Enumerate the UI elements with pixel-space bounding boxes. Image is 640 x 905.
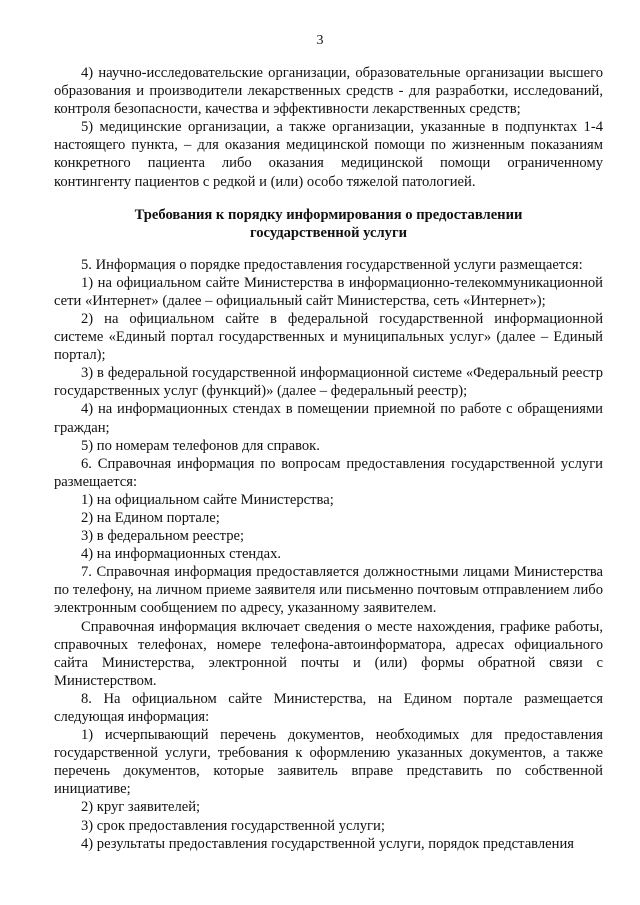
paragraph: 8. На официальном сайте Министерства, на Едином портале размещается следующая информация: (54, 690, 603, 725)
paragraph: 5) по номерам телефонов для справок. (81, 437, 320, 454)
paragraph: 4) на информационных стендах в помещении приемной по работе с обращениями граждан; (54, 401, 603, 436)
paragraph: 2) на Едином портале; (81, 509, 220, 526)
section-heading-line: государственной услуги (249, 224, 408, 241)
paragraph: 5. Информация о порядке предоставления государственной услуги размещается: (81, 256, 583, 273)
paragraph: 3) в федеральном реестре; (81, 528, 245, 545)
paragraph: 7. Справочная информация предоставляется должностными лицами Министерства по телефону, на личном приеме заявителя или письменно почтовым отправлением либо электронным сообщением по адресу, указанному заявителем. (54, 564, 603, 617)
paragraph: 4) результаты предоставления государственной услуги, порядок представления (81, 835, 574, 852)
paragraph: 1) на официальном сайте Министерства; (81, 491, 334, 508)
paragraph: 4) научно-исследовательские организации, образовательные организации высшего образования и производители лекарственных средств - для разработки, исследований, контроля безопасности, качества и эффективности лекарственных средств; (54, 65, 603, 118)
document-body (54, 64, 603, 853)
section-heading (54, 206, 603, 242)
paragraph: Справочная информация включает сведения о месте нахождения, графике работы, справочных телефонах, номере телефона-автоинформатора, адресах официального сайта Министерства, электронной почты и (или) формы обратной связи с Министерством. (54, 618, 603, 689)
paragraph: 3) в федеральной государственной информационной системе «Федеральный реестр государственных услуг (функций)» (далее – федеральный реестр); (54, 365, 603, 400)
paragraph: 2) на официальном сайте в федеральной государственной информационной системе «Единый портал государственных и муниципальных услуг» (далее – Единый портал); (54, 310, 603, 364)
section-heading-line: Требования к порядку информирования о предоставлении (134, 206, 523, 223)
paragraph: 3) срок предоставления государственной услуги; (81, 817, 385, 834)
paragraph: 1) на официальном сайте Министерства в информационно-телекоммуникационной сети «Интернет» (далее – официальный сайт Министерства, сеть «Интернет»); (54, 274, 603, 309)
page-number: 3 (316, 33, 324, 48)
paragraph: 5) медицинские организации, а также организации, указанные в подпунктах 1-4 настоящего пункта, – для оказания медицинской помощи по жизненным показаниям конкретного пациента либо оказания медицинской помощи ограниченному контингенту пациентов с редкой и (или) особо тяжелой патологией. (54, 119, 603, 190)
paragraph: 2) круг заявителей; (81, 799, 201, 816)
paragraph: 1) исчерпывающий перечень документов, необходимых для предоставления государственной услуги, требования к оформлению указанных документов, а также перечень документов, которые заявитель вправе представить по собственной инициативе; (54, 727, 603, 798)
paragraph: 6. Справочная информация по вопросам предоставления государственной услуги размещается: (54, 455, 603, 490)
paragraph: 4) на информационных стендах. (81, 546, 282, 563)
